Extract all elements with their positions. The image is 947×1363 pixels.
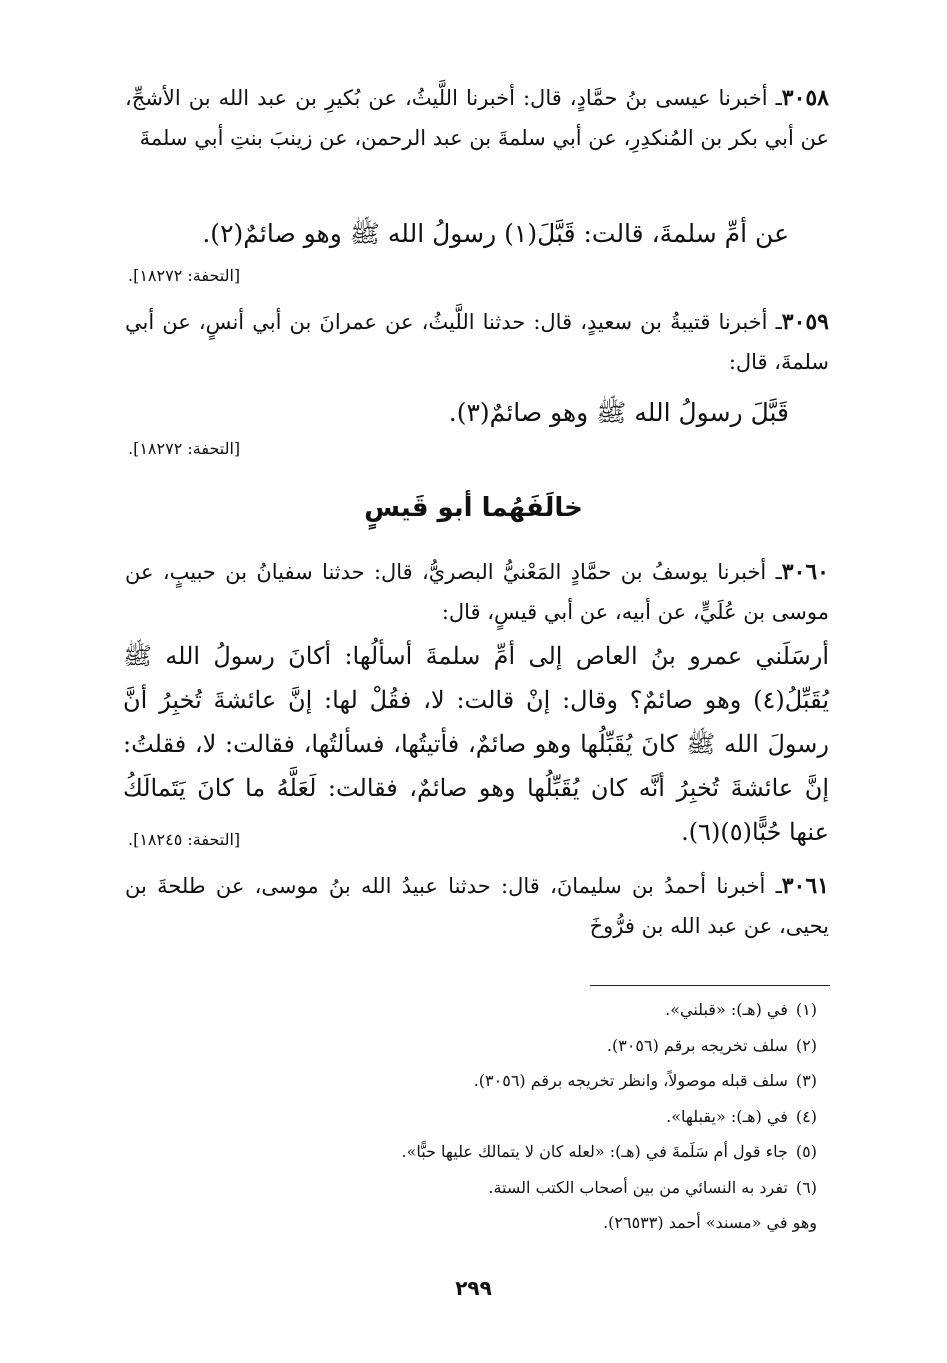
section-heading: خالَفَهُما أبو قَيسٍ xyxy=(364,493,583,523)
hadith-3058-matn: عن أمِّ سلمةَ، قالت: قَبَّلَ(١) رسولُ الله ﷺ وهو صائمٌ(٢). xyxy=(202,219,789,248)
footnotes xyxy=(137,992,817,1241)
footnote-6: (٦)تفرد به النسائي من بين أصحاب الكتب الستة. xyxy=(488,1177,817,1197)
hadith-3061-isnad xyxy=(125,866,829,946)
footnote-2: (٢)سلف تخريجه برقم (٣٠٥٦). xyxy=(606,1035,817,1055)
hadith-text: ـ أخبرنا يوسفُ بن حمَّادٍ المَعْنيُّ البصريُّ، قال: حدثنا سفيانُ بن حبيبٍ، عن موسى بن عُلَيٍّ، عن أبيه، عن أبي قيسٍ، قال: xyxy=(125,560,829,624)
hadith-number: ٣٠٥٨ xyxy=(781,85,829,111)
hadith-number: ٣٠٥٩ xyxy=(781,309,829,335)
footnote-1: (١)في (هـ): «قبلني». xyxy=(665,1000,817,1019)
footnote-6-continued: وهو في «مسند» أحمد (٢٦٥٣٣). xyxy=(603,1213,817,1232)
page-number: ٢٩٩ xyxy=(455,1276,492,1300)
hadith-text: ـ أخبرنا أحمدُ بن سليمانَ، قال: حدثنا عبيدُ الله بنُ موسى، عن طلحةَ بن يحيى، عن عبد الله بن فرُّوخَ xyxy=(125,874,829,938)
hadith-number: ٣٠٦٠ xyxy=(781,559,829,585)
footnote-5: (٥)جاء قول أم سَلَمةَ في (هـ): «لعله كان لا يتمالك عليها حبًّا». xyxy=(401,1142,817,1161)
footnote-3: (٣)سلف قبله موصولاً، وانظر تخريجه برقم (٣٠٥٦). xyxy=(473,1071,817,1090)
tuhfa-reference: [التحفة: ١٨٢٧٢]. xyxy=(128,439,241,458)
hadith-number: ٣٠٦١ xyxy=(781,873,829,899)
footnote-4: (٤)في (هـ): «يقبلها». xyxy=(666,1106,817,1126)
tuhfa-reference: [التحفة: ١٨٢٤٥]. xyxy=(128,830,241,849)
hadith-text: ـ أخبرنا قتيبةُ بن سعيدٍ، قال: حدثنا اللَّيثُ، عن عمرانَ بن أبي أنسٍ، عن أبي سلمةَ، قال: xyxy=(125,310,829,374)
footnote-divider xyxy=(590,985,830,986)
tuhfa-reference: [التحفة: ١٨٢٧٢]. xyxy=(128,266,241,285)
hadith-3060-isnad xyxy=(125,552,829,632)
hadith-3060-matn: أرسَلَني عمرو بنُ العاص إلى أمِّ سلمةَ أسألُها: أكانَ رسولُ الله ﷺ يُقَبِّلُ(٤) وهو صائمٌ؟ وقال: إنْ قالت: لا، فقُلْ لها: إنَّ عائشةَ تُخبِرُ أنَّ رسولَ الله ﷺ كانَ يُقَبِّلُها وهو صائمٌ، فأتيتُها، فسألتُها، فقالت: لا، فقلتُ: إنَّ عائشةَ تُخبِرُ أنَّه كان يُقَبِّلُها وهو صائمٌ، فقالت: لَعَلَّهُ ما كانَ يَتَمالَكُ عنها حُبًّا(٥)(٦). xyxy=(123,642,829,846)
hadith-3058-isnad xyxy=(125,78,829,158)
hadith-text: ـ أخبرنا عيسى بنُ حمَّادٍ، قال: أخبرنا اللَّيثُ، عن بُكيرِ بن عبد الله بن الأشجِّ، عن أبي بكر بن المُنكدِرِ، عن أبي سلمةَ بن عبد الرحمن، عن زينبَ بنتِ أبي سلمةَ xyxy=(125,86,829,150)
hadith-3059-isnad xyxy=(125,302,829,382)
hadith-3059-matn: قَبَّلَ رسولُ الله ﷺ وهو صائمٌ(٣). xyxy=(448,398,789,427)
